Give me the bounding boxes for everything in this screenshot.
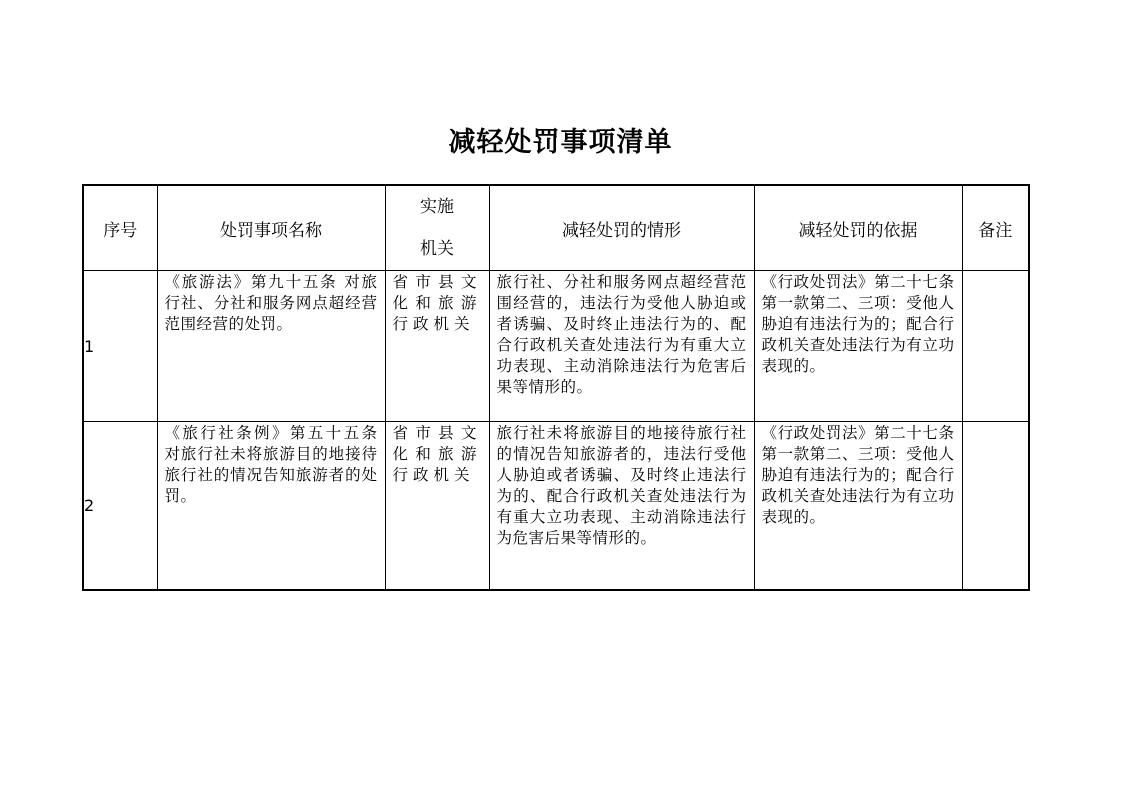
header-authority-line1: 实施 xyxy=(420,197,454,217)
penalty-reduction-table xyxy=(82,184,1030,591)
table-row xyxy=(83,422,1029,590)
row-item-name: 《旅游法》第九十五条 对旅行社、分社和服务网点超经营范围经营的处罚。 xyxy=(157,271,385,422)
table-header-row xyxy=(83,185,1029,271)
row-basis: 《行政处罚法》第二十七条第一款第二、三项：受他人胁迫有违法行为的；配合行政机关查处违法行为有立功表现的。 xyxy=(754,271,962,422)
header-item-name: 处罚事项名称 xyxy=(157,185,385,271)
page-title: 减轻处罚事项清单 xyxy=(448,127,673,158)
header-authority xyxy=(385,185,489,271)
row-remarks xyxy=(962,422,1029,590)
row-circumstances: 旅行社、分社和服务网点超经营范围经营的，违法行为受他人胁迫或者诱骗、及时终止违法行为的、配合行政机关查处违法行为有重大立功表现、主动消除违法行为危害后果等情形的。 xyxy=(489,271,754,422)
row-authority: 省市县文化和旅游行政机关 xyxy=(385,271,489,422)
row-item-name: 《旅行社条例》第五十五条 对旅行社未将旅游目的地接待旅行社的情况告知旅游者的处罚。 xyxy=(157,422,385,590)
header-remarks: 备注 xyxy=(962,185,1029,271)
header-circumstances: 减轻处罚的情形 xyxy=(489,185,754,271)
header-seq: 序号 xyxy=(83,185,157,271)
row-authority: 省市县文化和旅游行政机关 xyxy=(385,422,489,590)
header-authority-line2: 机关 xyxy=(420,239,454,259)
header-basis: 减轻处罚的依据 xyxy=(754,185,962,271)
row-seq: 1 xyxy=(83,271,157,422)
row-seq: 2 xyxy=(83,422,157,590)
row-remarks xyxy=(962,271,1029,422)
row-circumstances: 旅行社未将旅游目的地接待旅行社的情况告知旅游者的，违法行受他人胁迫或者诱骗、及时终止违法行为的、配合行政机关查处违法行为有重大立功表现、主动消除违法行为危害后果等情形的。 xyxy=(489,422,754,590)
table-row xyxy=(83,271,1029,422)
row-basis: 《行政处罚法》第二十七条第一款第二、三项：受他人胁迫有违法行为的；配合行政机关查处违法行为有立功表现的。 xyxy=(754,422,962,590)
